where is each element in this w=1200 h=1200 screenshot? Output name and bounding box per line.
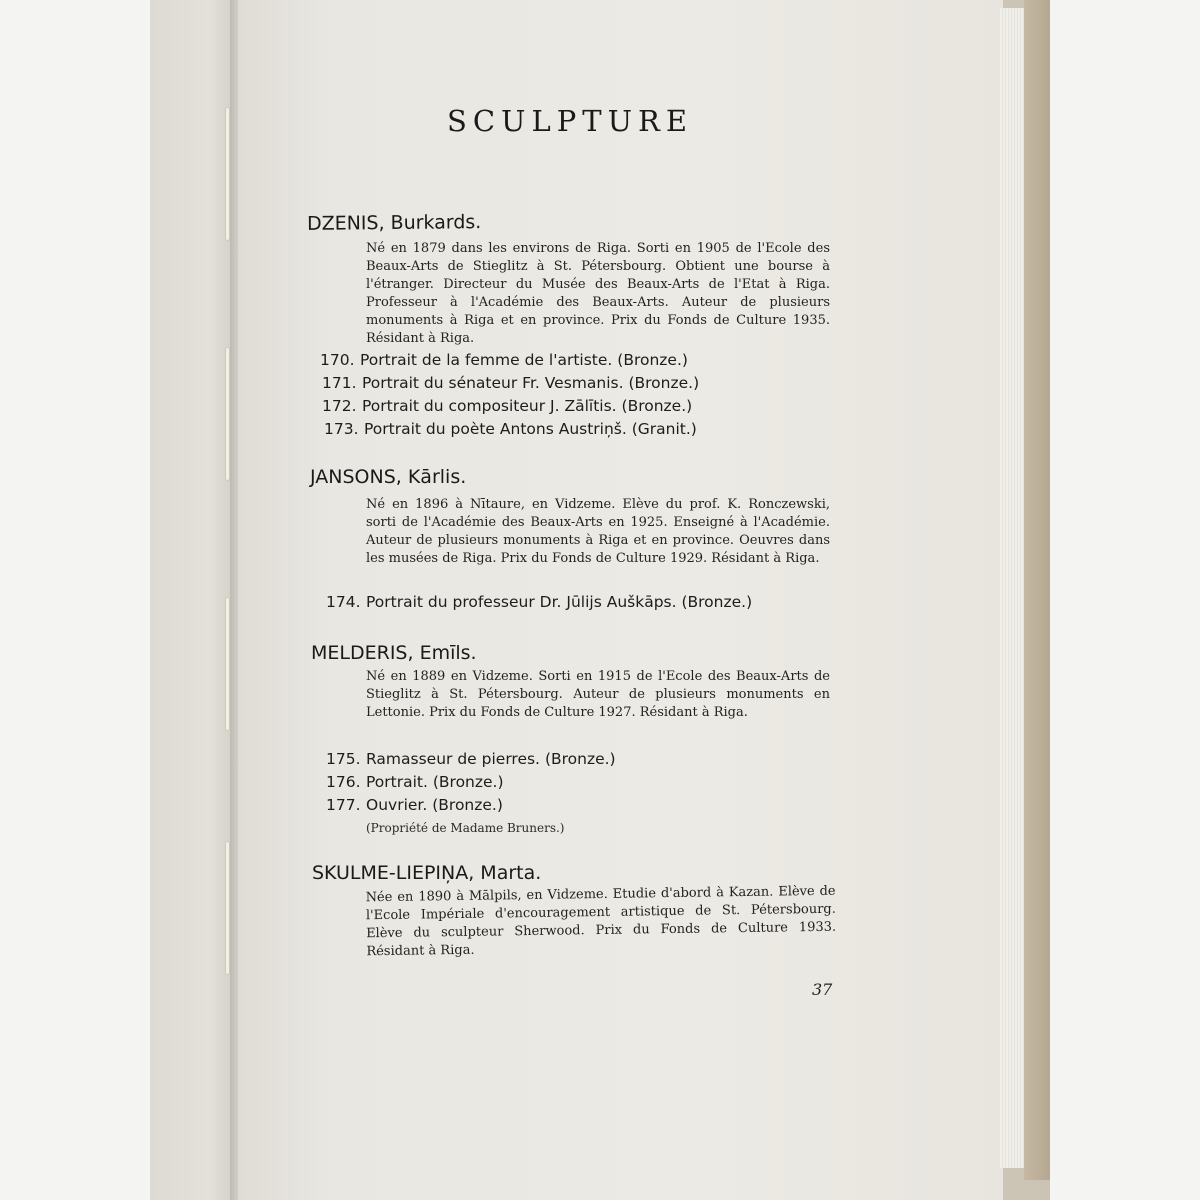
artist-name: MELDERIS, Emīls.	[311, 642, 477, 664]
work-title: Portrait du professeur Dr. Jūlijs Auškāps.	[366, 593, 677, 611]
work-title: Ramasseur de pierres.	[366, 750, 540, 768]
work-number: 173.	[324, 420, 359, 438]
work-material: (Granit.)	[631, 420, 697, 438]
work-material: (Bronze.)	[628, 374, 700, 392]
work-item	[326, 750, 616, 768]
work-material: (Bronze.)	[617, 351, 688, 369]
work-material: (Bronze.)	[681, 593, 753, 611]
artist-name: JANSONS, Kārlis.	[310, 466, 467, 488]
work-material: (Bronze.)	[432, 796, 503, 814]
artist-name: SKULME-LIEPIŅA, Marta.	[312, 862, 542, 884]
work-number: 176.	[326, 773, 361, 791]
work-item	[324, 420, 697, 438]
ownership-note: (Propriété de Madame Bruners.)	[366, 821, 565, 835]
work-title: Ouvrier.	[366, 796, 428, 814]
work-number: 172.	[322, 397, 357, 415]
work-material: (Bronze.)	[621, 397, 693, 415]
work-item	[322, 374, 699, 392]
work-number: 174.	[326, 593, 361, 611]
page-title: SCULPTURE	[446, 104, 694, 138]
work-material: (Bronze.)	[544, 750, 616, 768]
work-number: 171.	[322, 374, 357, 392]
work-item	[326, 796, 503, 814]
work-item	[326, 593, 752, 611]
work-title: Portrait du sénateur Fr. Vesmanis.	[362, 374, 624, 392]
work-item	[326, 773, 504, 791]
page-number: 37	[812, 980, 833, 999]
work-number: 170.	[320, 351, 355, 369]
work-number: 177.	[326, 796, 361, 814]
artist-name: DZENIS, Burkards.	[306, 211, 482, 235]
artist-bio: Née en 1890 à Mālpils, en Vidzeme. Etudie d'abord à Kazan. Elève de l'Ecole Impériale d'encouragement artistique de St. Pétersbourg. Elève du sculpteur Sherwood. Prix du Fonds de Culture 1933. Résidant à Riga.	[365, 883, 837, 960]
artist-bio: Né en 1889 en Vidzeme. Sorti en 1915 de l'Ecole des Beaux-Arts de Stieglitz à St. Pétersbourg. Auteur de plusieurs monuments en Lettonie. Prix du Fonds de Culture 1927. Résidant à Riga.	[366, 669, 830, 720]
artist-bio: Né en 1879 dans les environs de Riga. Sorti en 1905 de l'Ecole des Beaux-Arts de Stieglitz à St. Pétersbourg. Obtient une bourse à l'étranger. Directeur du Musée des Beaux-Arts de l'Etat à Riga. Professeur à l'Académie des Beaux-Arts. Auteur de plusieurs monuments à Riga et en province. Prix du Fonds de Culture 1935. Résidant à Riga.	[366, 241, 830, 346]
work-title: Portrait de la femme de l'artiste.	[360, 351, 613, 369]
work-item	[320, 351, 688, 369]
artist-bio: Né en 1896 à Nītaure, en Vidzeme. Elève du prof. K. Ronczewski, sorti de l'Académie des Beaux-Arts en 1925. Enseigné à l'Académie. Auteur de plusieurs monuments à Riga et en province. Oeuvres dans les musées de Riga. Prix du Fonds de Culture 1929. Résidant à Riga.	[366, 497, 830, 566]
work-material: (Bronze.)	[432, 773, 504, 791]
work-title: Portrait.	[366, 773, 428, 791]
work-number: 175.	[326, 750, 361, 768]
work-item	[322, 397, 692, 415]
work-title: Portrait du poète Antons Austriņš.	[364, 420, 627, 438]
work-title: Portrait du compositeur J. Zālītis.	[362, 397, 617, 415]
